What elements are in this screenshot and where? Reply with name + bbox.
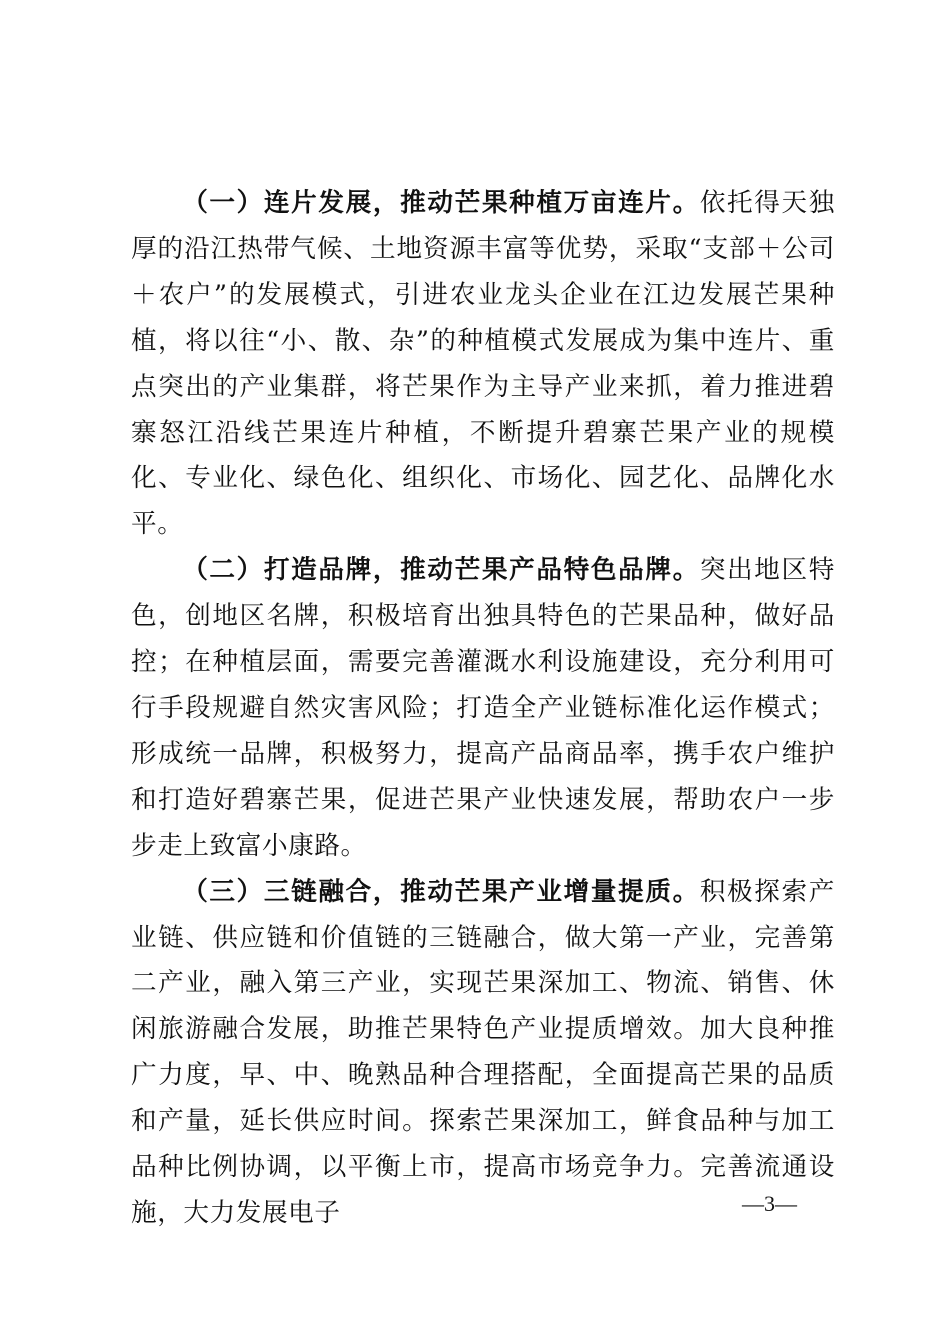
paragraph-3-heading: （三）三链融合，推动芒果产业增量提质。 [182, 876, 700, 907]
paragraph-1-body: 依托得天独厚的沿江热带气候、土地资源丰富等优势，采取“支部＋公司＋农户”的发展模式，引进农业龙头企业在江边发展芒果种植，将以往“小、散、杂”的种植模式发展成为集中连片、重点突出的产业集群，将芒果作为主导产业来抓，着力推进碧寨怒江沿线芒果连片种植，不断提升碧寨芒果产业的规模化、专业化、绿色化、组织化、市场化、园艺化、品牌化水平。 [131, 188, 835, 540]
page-number: —3— [742, 1191, 797, 1216]
paragraph-1 [131, 181, 835, 548]
paragraph-1-heading: （一）连片发展，推动芒果种植万亩连片。 [182, 188, 700, 218]
paragraph-3 [131, 870, 835, 1237]
document-body [131, 181, 835, 1237]
paragraph-3-body: 积极探索产业链、供应链和价值链的三链融合，做大第一产业，完善第二产业，融入第三产业，实现芒果深加工、物流、销售、休闲旅游融合发展，助推芒果特色产业提质增效。加大良种推广力度，早、中、晚熟品种合理搭配，全面提高芒果的品质和产量，延长供应时间。探索芒果深加工，鲜食品种与加工品种比例协调，以平衡上市，提高市场竞争力。完善流通设施，大力发展电子 [131, 876, 835, 1228]
paragraph-2-heading: （二）打造品牌，推动芒果产品特色品牌。 [182, 555, 700, 586]
paragraph-2 [131, 548, 835, 869]
paragraph-2-body: 突出地区特色，创地区名牌，积极培育出独具特色的芒果品种，做好品控；在种植层面，需要完善灌溉水利设施建设，充分利用可行手段规避自然灾害风险；打造全产业链标准化运作模式；形成统一品牌，积极努力，提高产品商品率，携手农户维护和打造好碧寨芒果，促进芒果产业快速发展，帮助农户一步步走上致富小康路。 [131, 555, 835, 861]
